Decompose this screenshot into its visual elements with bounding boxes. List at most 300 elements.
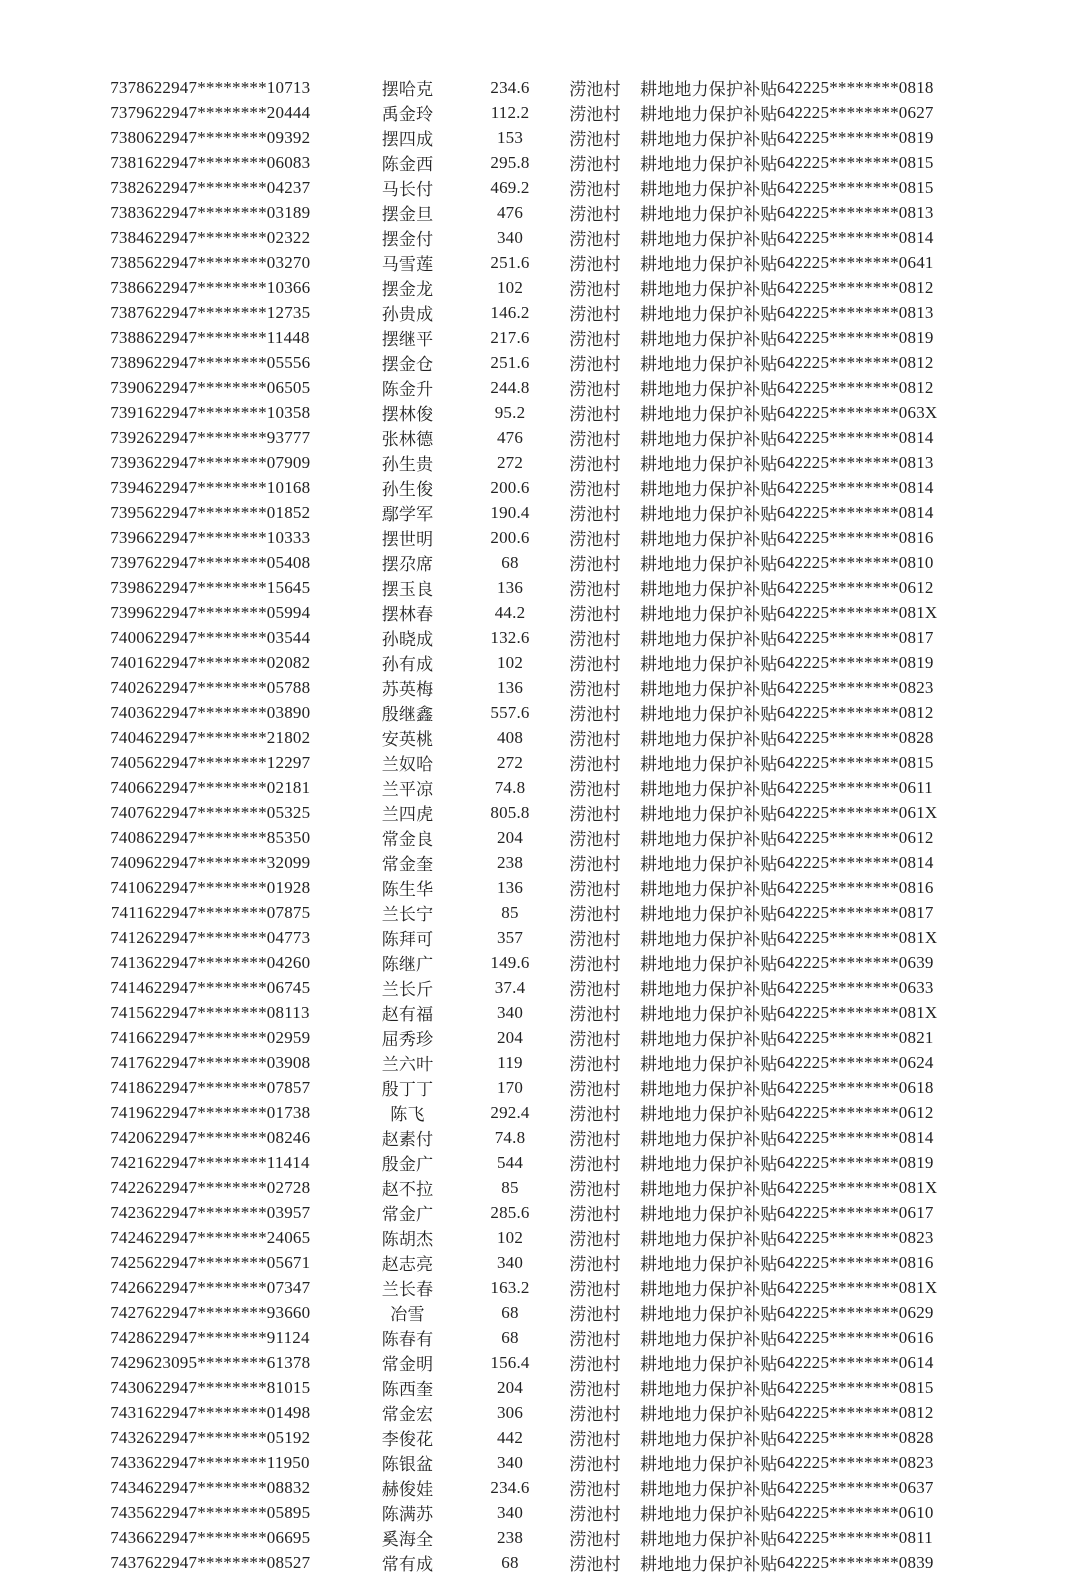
- cell-village: 涝池村: [569, 355, 621, 374]
- cell-subsidy_program: 耕地地力保护补贴: [640, 1055, 778, 1074]
- cell-village: 涝池村: [569, 1230, 621, 1249]
- cell-id_number_masked: 642225********081X: [777, 927, 938, 947]
- cell-amount: 68: [501, 1327, 519, 1347]
- cell-amount: 557.6: [490, 702, 530, 722]
- cell-name: 安英桃: [381, 730, 434, 749]
- table-row: [100, 950, 981, 975]
- cell-id_number_masked: 642225********0813: [777, 452, 934, 472]
- cell-subsidy_program: 耕地地力保护补贴: [640, 1105, 778, 1124]
- cell-id_number_masked: 642225********0810: [777, 552, 934, 572]
- cell-name: 赵不拉: [381, 1180, 434, 1199]
- cell-name: 孙有成: [381, 655, 434, 674]
- cell-village: 涝池村: [569, 730, 621, 749]
- cell-village: 涝池村: [569, 705, 621, 724]
- table-row: [100, 875, 981, 900]
- cell-village: 涝池村: [569, 530, 621, 549]
- cell-name: 兰奴哈: [381, 755, 434, 774]
- cell-name: 陈满苏: [381, 1505, 434, 1524]
- cell-name: 摆金付: [381, 230, 434, 249]
- table-row: [100, 1200, 981, 1225]
- cell-row_index: 7388: [110, 327, 145, 347]
- cell-subsidy_program: 耕地地力保护补贴: [640, 1080, 778, 1099]
- cell-row_index: 7414: [110, 977, 145, 997]
- cell-village: 涝池村: [569, 605, 621, 624]
- cell-amount: 74.8: [494, 777, 526, 797]
- cell-account_number_masked: 622947********81015: [145, 1377, 311, 1397]
- cell-village: 涝池村: [569, 1155, 621, 1174]
- cell-amount: 295.8: [490, 152, 530, 172]
- cell-subsidy_program: 耕地地力保护补贴: [640, 780, 778, 799]
- cell-id_number_masked: 642225********0816: [777, 1252, 934, 1272]
- cell-subsidy_program: 耕地地力保护补贴: [640, 305, 778, 324]
- cell-name: 常金广: [381, 1205, 434, 1224]
- cell-name: 殷继鑫: [381, 705, 434, 724]
- cell-village: 涝池村: [569, 1205, 621, 1224]
- cell-account_number_masked: 622947********21802: [145, 727, 311, 747]
- cell-name: 常金明: [381, 1355, 434, 1374]
- cell-account_number_masked: 622947********05994: [145, 602, 311, 622]
- cell-amount: 285.6: [490, 1202, 530, 1222]
- cell-account_number_masked: 622947********02728: [145, 1177, 311, 1197]
- cell-row_index: 7387: [110, 302, 145, 322]
- cell-id_number_masked: 642225********0823: [777, 1227, 934, 1247]
- cell-amount: 408: [496, 727, 524, 747]
- table-row: [100, 1225, 981, 1250]
- cell-account_number_masked: 622947********08113: [145, 1002, 310, 1022]
- cell-name: 屈秀珍: [381, 1030, 434, 1049]
- cell-amount: 95.2: [494, 402, 526, 422]
- cell-id_number_masked: 642225********0819: [777, 1152, 934, 1172]
- cell-subsidy_program: 耕地地力保护补贴: [640, 855, 778, 874]
- cell-village: 涝池村: [569, 955, 621, 974]
- cell-account_number_masked: 622947********11950: [145, 1452, 310, 1472]
- cell-subsidy_program: 耕地地力保护补贴: [640, 430, 778, 449]
- table-row: [100, 625, 981, 650]
- table-row: [100, 750, 981, 775]
- cell-village: 涝池村: [569, 1330, 621, 1349]
- cell-amount: 805.8: [490, 802, 530, 822]
- cell-amount: 200.6: [490, 477, 530, 497]
- cell-account_number_masked: 622947********32099: [145, 852, 311, 872]
- cell-account_number_masked: 622947********05556: [145, 352, 311, 372]
- cell-village: 涝池村: [569, 1180, 621, 1199]
- cell-row_index: 7436: [110, 1527, 145, 1547]
- cell-subsidy_program: 耕地地力保护补贴: [640, 1530, 778, 1549]
- cell-village: 涝池村: [569, 1380, 621, 1399]
- cell-id_number_masked: 642225********063X: [777, 402, 938, 422]
- cell-account_number_masked: 622947********04260: [145, 952, 311, 972]
- cell-name: 孙生俊: [381, 480, 434, 499]
- table-row: [100, 1425, 981, 1450]
- cell-row_index: 7386: [110, 277, 145, 297]
- cell-row_index: 7437: [110, 1552, 145, 1572]
- cell-account_number_masked: 622947********02959: [145, 1027, 311, 1047]
- cell-name: 禹金玲: [381, 105, 434, 124]
- cell-amount: 476: [496, 427, 524, 447]
- cell-account_number_masked: 622947********04773: [145, 927, 311, 947]
- cell-row_index: 7418: [110, 1077, 145, 1097]
- cell-account_number_masked: 622947********05408: [145, 552, 311, 572]
- cell-village: 涝池村: [569, 1355, 621, 1374]
- cell-subsidy_program: 耕地地力保护补贴: [640, 355, 778, 374]
- table-row: [100, 150, 981, 175]
- cell-subsidy_program: 耕地地力保护补贴: [640, 1180, 778, 1199]
- cell-village: 涝池村: [569, 755, 621, 774]
- cell-id_number_masked: 642225********0816: [777, 877, 934, 897]
- cell-row_index: 7400: [110, 627, 145, 647]
- cell-id_number_masked: 642225********0617: [777, 1202, 934, 1222]
- cell-subsidy_program: 耕地地力保护补贴: [640, 680, 778, 699]
- cell-row_index: 7409: [110, 852, 145, 872]
- cell-subsidy_program: 耕地地力保护补贴: [640, 930, 778, 949]
- cell-id_number_masked: 642225********0633: [777, 977, 934, 997]
- cell-name: 摆金龙: [381, 280, 434, 299]
- cell-amount: 102: [496, 652, 524, 672]
- cell-subsidy_program: 耕地地力保护补贴: [640, 1455, 778, 1474]
- table-row: [100, 300, 981, 325]
- cell-account_number_masked: 622947********10358: [145, 402, 311, 422]
- cell-row_index: 7431: [110, 1402, 145, 1422]
- cell-row_index: 7411: [110, 902, 145, 922]
- cell-subsidy_program: 耕地地力保护补贴: [640, 1480, 778, 1499]
- cell-subsidy_program: 耕地地力保护补贴: [640, 605, 778, 624]
- cell-name: 李俊花: [381, 1430, 434, 1449]
- cell-id_number_masked: 642225********081X: [777, 1177, 938, 1197]
- cell-name: 陈金升: [381, 380, 434, 399]
- table-row: [100, 1125, 981, 1150]
- cell-amount: 37.4: [494, 977, 526, 997]
- cell-village: 涝池村: [569, 405, 621, 424]
- cell-row_index: 7427: [110, 1302, 145, 1322]
- cell-id_number_masked: 642225********061X: [777, 802, 938, 822]
- cell-subsidy_program: 耕地地力保护补贴: [640, 1280, 778, 1299]
- cell-id_number_masked: 642225********0641: [777, 252, 934, 272]
- table-row: [100, 1175, 981, 1200]
- cell-amount: 132.6: [490, 627, 530, 647]
- cell-row_index: 7425: [110, 1252, 145, 1272]
- cell-village: 涝池村: [569, 255, 621, 274]
- cell-account_number_masked: 622947********03189: [145, 202, 311, 222]
- table-row: [100, 525, 981, 550]
- cell-row_index: 7382: [110, 177, 145, 197]
- cell-amount: 544: [496, 1152, 524, 1172]
- cell-amount: 85: [501, 1177, 519, 1197]
- cell-name: 苏英梅: [381, 680, 434, 699]
- cell-subsidy_program: 耕地地力保护补贴: [640, 505, 778, 524]
- cell-village: 涝池村: [569, 330, 621, 349]
- cell-name: 殷丁丁: [381, 1080, 434, 1099]
- cell-name: 摆林俊: [381, 405, 434, 424]
- cell-subsidy_program: 耕地地力保护补贴: [640, 1430, 778, 1449]
- cell-amount: 234.6: [490, 77, 530, 97]
- cell-account_number_masked: 622947********15645: [145, 577, 311, 597]
- table-row: [100, 575, 981, 600]
- cell-id_number_masked: 642225********0817: [777, 627, 934, 647]
- cell-id_number_masked: 642225********0823: [777, 677, 934, 697]
- cell-village: 涝池村: [569, 380, 621, 399]
- cell-id_number_masked: 642225********0627: [777, 102, 934, 122]
- cell-subsidy_program: 耕地地力保护补贴: [640, 755, 778, 774]
- cell-village: 涝池村: [569, 1530, 621, 1549]
- cell-row_index: 7380: [110, 127, 145, 147]
- cell-account_number_masked: 622947********01852: [145, 502, 311, 522]
- cell-account_number_masked: 622947********07347: [145, 1277, 311, 1297]
- cell-village: 涝池村: [569, 630, 621, 649]
- table-row: [100, 900, 981, 925]
- cell-village: 涝池村: [569, 430, 621, 449]
- cell-id_number_masked: 642225********0616: [777, 1327, 934, 1347]
- cell-account_number_masked: 622947********93660: [145, 1302, 311, 1322]
- cell-village: 涝池村: [569, 105, 621, 124]
- cell-subsidy_program: 耕地地力保护补贴: [640, 1205, 778, 1224]
- cell-id_number_masked: 642225********0815: [777, 177, 934, 197]
- cell-amount: 340: [496, 1502, 524, 1522]
- cell-village: 涝池村: [569, 1480, 621, 1499]
- cell-account_number_masked: 622947********01928: [145, 877, 311, 897]
- cell-name: 常有成: [381, 1555, 434, 1574]
- cell-id_number_masked: 642225********0610: [777, 1502, 934, 1522]
- cell-subsidy_program: 耕地地力保护补贴: [640, 880, 778, 899]
- cell-amount: 238: [496, 1527, 524, 1547]
- cell-id_number_masked: 642225********0814: [777, 1127, 934, 1147]
- cell-name: 陈拜可: [381, 930, 434, 949]
- cell-amount: 156.4: [490, 1352, 530, 1372]
- cell-subsidy_program: 耕地地力保护补贴: [640, 180, 778, 199]
- table-row: [100, 100, 981, 125]
- table-row: [100, 1500, 981, 1525]
- subsidy-disclosure-sheet: [100, 75, 981, 1575]
- cell-id_number_masked: 642225********0818: [777, 77, 934, 97]
- cell-village: 涝池村: [569, 1005, 621, 1024]
- table-row: [100, 1325, 981, 1350]
- cell-name: 兰六叶: [381, 1055, 434, 1074]
- cell-amount: 163.2: [490, 1277, 530, 1297]
- cell-name: 马长付: [381, 180, 434, 199]
- cell-subsidy_program: 耕地地力保护补贴: [640, 955, 778, 974]
- cell-name: 鄢学军: [381, 505, 434, 524]
- cell-account_number_masked: 622947********01498: [145, 1402, 311, 1422]
- cell-account_number_masked: 622947********05325: [145, 802, 311, 822]
- cell-village: 涝池村: [569, 230, 621, 249]
- cell-amount: 469.2: [490, 177, 530, 197]
- cell-account_number_masked: 622947********10333: [145, 527, 311, 547]
- cell-amount: 136: [496, 877, 524, 897]
- table-row: [100, 325, 981, 350]
- cell-subsidy_program: 耕地地力保护补贴: [640, 455, 778, 474]
- cell-id_number_masked: 642225********0614: [777, 1352, 934, 1372]
- cell-account_number_masked: 622947********09392: [145, 127, 311, 147]
- table-row: [100, 1275, 981, 1300]
- cell-id_number_masked: 642225********0817: [777, 902, 934, 922]
- cell-village: 涝池村: [569, 830, 621, 849]
- cell-row_index: 7429: [110, 1352, 145, 1372]
- cell-name: 常金奎: [381, 855, 434, 874]
- table-row: [100, 350, 981, 375]
- cell-account_number_masked: 622947********05192: [145, 1427, 311, 1447]
- cell-row_index: 7401: [110, 652, 145, 672]
- table-row: [100, 375, 981, 400]
- cell-name: 陈西奎: [381, 1380, 434, 1399]
- cell-row_index: 7396: [110, 527, 145, 547]
- cell-account_number_masked: 622947********91124: [145, 1327, 310, 1347]
- table-row: [100, 850, 981, 875]
- cell-name: 摆哈克: [381, 80, 434, 99]
- table-row: [100, 775, 981, 800]
- cell-account_number_masked: 622947********01738: [145, 1102, 311, 1122]
- cell-id_number_masked: 642225********081X: [777, 1002, 938, 1022]
- cell-subsidy_program: 耕地地力保护补贴: [640, 630, 778, 649]
- cell-amount: 102: [496, 1227, 524, 1247]
- cell-name: 马雪莲: [381, 255, 434, 274]
- table-row: [100, 75, 981, 100]
- cell-row_index: 7390: [110, 377, 145, 397]
- cell-account_number_masked: 622947********24065: [145, 1227, 311, 1247]
- cell-id_number_masked: 642225********0618: [777, 1077, 934, 1097]
- table-row: [100, 500, 981, 525]
- table-row: [100, 925, 981, 950]
- cell-id_number_masked: 642225********0814: [777, 852, 934, 872]
- cell-row_index: 7403: [110, 702, 145, 722]
- cell-name: 摆世明: [381, 530, 434, 549]
- table-row: [100, 450, 981, 475]
- cell-amount: 204: [496, 827, 524, 847]
- cell-id_number_masked: 642225********0639: [777, 952, 934, 972]
- cell-name: 陈春有: [381, 1330, 434, 1349]
- cell-id_number_masked: 642225********0815: [777, 752, 934, 772]
- cell-row_index: 7432: [110, 1427, 145, 1447]
- cell-village: 涝池村: [569, 805, 621, 824]
- cell-account_number_masked: 622947********06695: [145, 1527, 311, 1547]
- cell-village: 涝池村: [569, 1055, 621, 1074]
- cell-id_number_masked: 642225********0812: [777, 702, 934, 722]
- cell-amount: 170: [496, 1077, 524, 1097]
- cell-subsidy_program: 耕地地力保护补贴: [640, 980, 778, 999]
- cell-subsidy_program: 耕地地力保护补贴: [640, 380, 778, 399]
- cell-subsidy_program: 耕地地力保护补贴: [640, 830, 778, 849]
- table-row: [100, 1100, 981, 1125]
- cell-subsidy_program: 耕地地力保护补贴: [640, 555, 778, 574]
- cell-village: 涝池村: [569, 1305, 621, 1324]
- cell-row_index: 7412: [110, 927, 145, 947]
- cell-name: 奚海全: [381, 1530, 434, 1549]
- cell-account_number_masked: 622947********08527: [145, 1552, 311, 1572]
- cell-amount: 200.6: [490, 527, 530, 547]
- cell-account_number_masked: 622947********08832: [145, 1477, 311, 1497]
- cell-row_index: 7393: [110, 452, 145, 472]
- cell-village: 涝池村: [569, 80, 621, 99]
- cell-id_number_masked: 642225********081X: [777, 1277, 938, 1297]
- cell-account_number_masked: 622947********03890: [145, 702, 311, 722]
- cell-name: 陈继广: [381, 955, 434, 974]
- cell-amount: 217.6: [490, 327, 530, 347]
- cell-amount: 340: [496, 1452, 524, 1472]
- table-row: [100, 1400, 981, 1425]
- cell-id_number_masked: 642225********0624: [777, 1052, 934, 1072]
- cell-amount: 340: [496, 1002, 524, 1022]
- cell-subsidy_program: 耕地地力保护补贴: [640, 1305, 778, 1324]
- cell-village: 涝池村: [569, 930, 621, 949]
- cell-id_number_masked: 642225********081X: [777, 602, 938, 622]
- cell-row_index: 7422: [110, 1177, 145, 1197]
- cell-amount: 136: [496, 577, 524, 597]
- cell-account_number_masked: 622947********20444: [145, 102, 311, 122]
- cell-village: 涝池村: [569, 205, 621, 224]
- table-row: [100, 225, 981, 250]
- cell-account_number_masked: 622947********05671: [145, 1252, 311, 1272]
- table-row: [100, 550, 981, 575]
- cell-name: 冶雪: [390, 1305, 425, 1324]
- cell-name: 兰长春: [381, 1280, 434, 1299]
- cell-row_index: 7391: [110, 402, 145, 422]
- cell-row_index: 7420: [110, 1127, 145, 1147]
- table-row: [100, 1025, 981, 1050]
- table-row: [100, 1450, 981, 1475]
- cell-village: 涝池村: [569, 1405, 621, 1424]
- cell-row_index: 7406: [110, 777, 145, 797]
- table-row: [100, 1350, 981, 1375]
- cell-subsidy_program: 耕地地力保护补贴: [640, 1130, 778, 1149]
- cell-village: 涝池村: [569, 280, 621, 299]
- cell-name: 陈金西: [381, 155, 434, 174]
- cell-name: 摆金旦: [381, 205, 434, 224]
- cell-amount: 136: [496, 677, 524, 697]
- cell-subsidy_program: 耕地地力保护补贴: [640, 1155, 778, 1174]
- cell-amount: 251.6: [490, 352, 530, 372]
- cell-amount: 146.2: [490, 302, 530, 322]
- cell-row_index: 7392: [110, 427, 145, 447]
- cell-row_index: 7408: [110, 827, 145, 847]
- table-row: [100, 600, 981, 625]
- cell-row_index: 7389: [110, 352, 145, 372]
- cell-village: 涝池村: [569, 1130, 621, 1149]
- cell-village: 涝池村: [569, 680, 621, 699]
- table-row: [100, 800, 981, 825]
- cell-row_index: 7430: [110, 1377, 145, 1397]
- cell-row_index: 7407: [110, 802, 145, 822]
- cell-name: 兰平凉: [381, 780, 434, 799]
- cell-amount: 476: [496, 202, 524, 222]
- cell-village: 涝池村: [569, 180, 621, 199]
- cell-name: 陈飞: [390, 1105, 425, 1124]
- cell-subsidy_program: 耕地地力保护补贴: [640, 80, 778, 99]
- cell-village: 涝池村: [569, 155, 621, 174]
- cell-subsidy_program: 耕地地力保护补贴: [640, 155, 778, 174]
- cell-village: 涝池村: [569, 1030, 621, 1049]
- cell-name: 常金良: [381, 830, 434, 849]
- cell-village: 涝池村: [569, 455, 621, 474]
- cell-account_number_masked: 622947********10366: [145, 277, 311, 297]
- cell-subsidy_program: 耕地地力保护补贴: [640, 805, 778, 824]
- cell-row_index: 7395: [110, 502, 145, 522]
- cell-account_number_masked: 622947********03957: [145, 1202, 311, 1222]
- cell-name: 摆林春: [381, 605, 434, 624]
- cell-name: 赵素付: [381, 1130, 434, 1149]
- cell-amount: 204: [496, 1377, 524, 1397]
- table-row: [100, 1550, 981, 1575]
- cell-account_number_masked: 622947********05788: [145, 677, 311, 697]
- cell-amount: 68: [501, 1552, 519, 1572]
- cell-row_index: 7383: [110, 202, 145, 222]
- cell-id_number_masked: 642225********0814: [777, 427, 934, 447]
- cell-id_number_masked: 642225********0612: [777, 577, 934, 597]
- table-row: [100, 200, 981, 225]
- cell-row_index: 7399: [110, 602, 145, 622]
- cell-subsidy_program: 耕地地力保护补贴: [640, 105, 778, 124]
- cell-row_index: 7419: [110, 1102, 145, 1122]
- cell-name: 张林德: [381, 430, 434, 449]
- cell-amount: 238: [496, 852, 524, 872]
- cell-subsidy_program: 耕地地力保护补贴: [640, 905, 778, 924]
